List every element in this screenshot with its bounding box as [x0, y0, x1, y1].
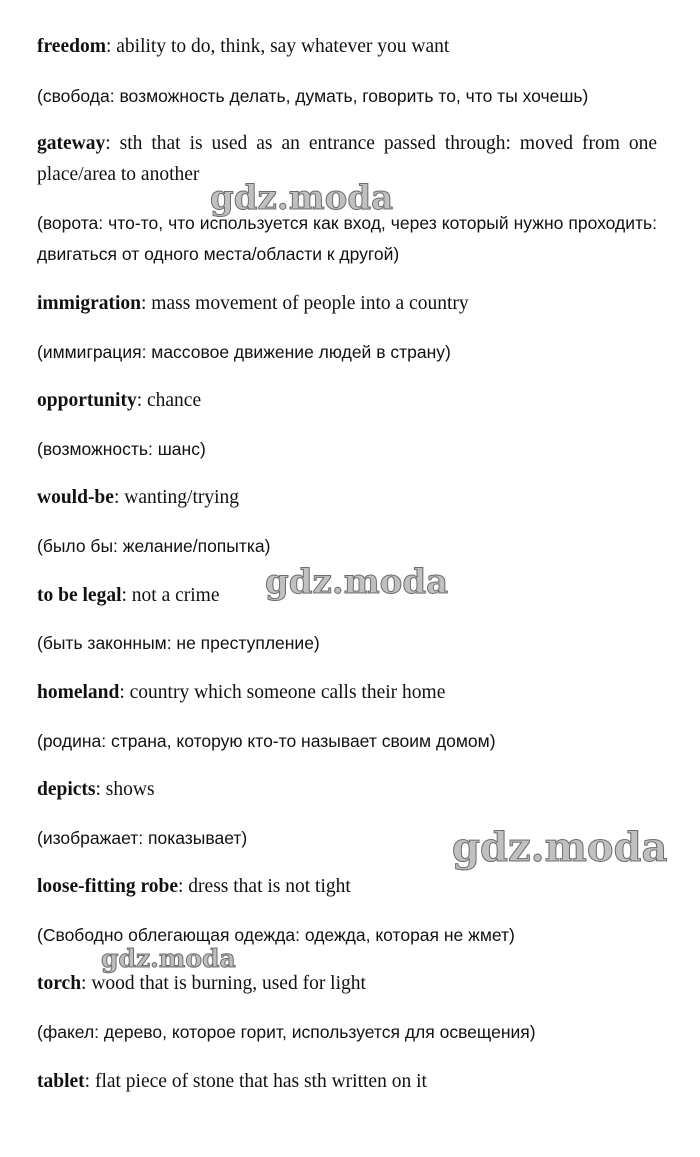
- translation-would-be: (было бы: желание/попытка): [37, 536, 271, 556]
- term: immigration: [37, 293, 141, 314]
- entry-opportunity: [37, 385, 657, 416]
- translation-immigration: (иммиграция: массовое движение людей в страну): [37, 342, 451, 362]
- definition: : not a crime: [121, 585, 220, 606]
- entry-loose-fitting-robe: [37, 871, 657, 902]
- definition: : chance: [136, 390, 202, 411]
- watermark-logo: gdz.moda: [210, 178, 394, 218]
- translation-homeland: (родина: страна, которую кто-то называет своим домом): [37, 731, 496, 751]
- watermark-logo: gdz.moda: [101, 944, 236, 973]
- entry-homeland: [37, 677, 657, 708]
- watermark-logo: gdz.moda: [452, 824, 668, 871]
- entry-tablet: [37, 1066, 657, 1097]
- term: freedom: [37, 36, 106, 57]
- definition: : wood that is burning, used for light: [81, 973, 366, 994]
- definition: : shows: [95, 779, 155, 800]
- definition: : dress that is not tight: [178, 876, 351, 897]
- watermark-logo: gdz.moda: [265, 562, 449, 602]
- term: would-be: [37, 487, 114, 508]
- entry-torch: [37, 968, 657, 999]
- entry-freedom: [37, 31, 657, 62]
- translation-to-be-legal: (быть законным: не преступление): [37, 633, 320, 653]
- translation-loose-fitting-robe: (Свободно облегающая одежда: одежда, которая не жмет): [37, 925, 515, 945]
- definition: : wanting/trying: [113, 487, 240, 508]
- term: loose-fitting robe: [37, 876, 178, 897]
- term: torch: [37, 973, 82, 994]
- term: opportunity: [37, 390, 137, 411]
- entry-would-be: [37, 482, 657, 513]
- entry-to-be-legal: [37, 580, 657, 611]
- term: gateway: [37, 133, 106, 154]
- translation-gateway: (ворота: что-то, что используется как вход, через который нужно проходить: двигаться от одного места/области к другой): [37, 213, 657, 264]
- translation-torch: (факел: дерево, которое горит, используется для освещения): [37, 1022, 536, 1042]
- translation-opportunity: (возможность: шанс): [37, 439, 206, 459]
- definition: : ability to do, think, say whatever you want: [105, 36, 450, 57]
- definition: : sth that is used as an entrance passed through: moved from one place/area to another: [37, 133, 657, 185]
- definition: : flat piece of stone that has sth written on it: [84, 1071, 427, 1092]
- term: depicts: [37, 779, 96, 800]
- entry-gateway: [37, 128, 657, 190]
- term: homeland: [37, 682, 120, 703]
- entry-immigration: [37, 288, 657, 319]
- term: tablet: [37, 1071, 85, 1092]
- entry-depicts: [37, 774, 657, 805]
- translation-freedom: (свобода: возможность делать, думать, говорить то, что ты хочешь): [37, 86, 589, 106]
- term: to be legal: [37, 585, 122, 606]
- definition: : mass movement of people into a country: [140, 293, 469, 314]
- definition: : country which someone calls their home: [119, 682, 446, 703]
- translation-depicts: (изображает: показывает): [37, 828, 248, 848]
